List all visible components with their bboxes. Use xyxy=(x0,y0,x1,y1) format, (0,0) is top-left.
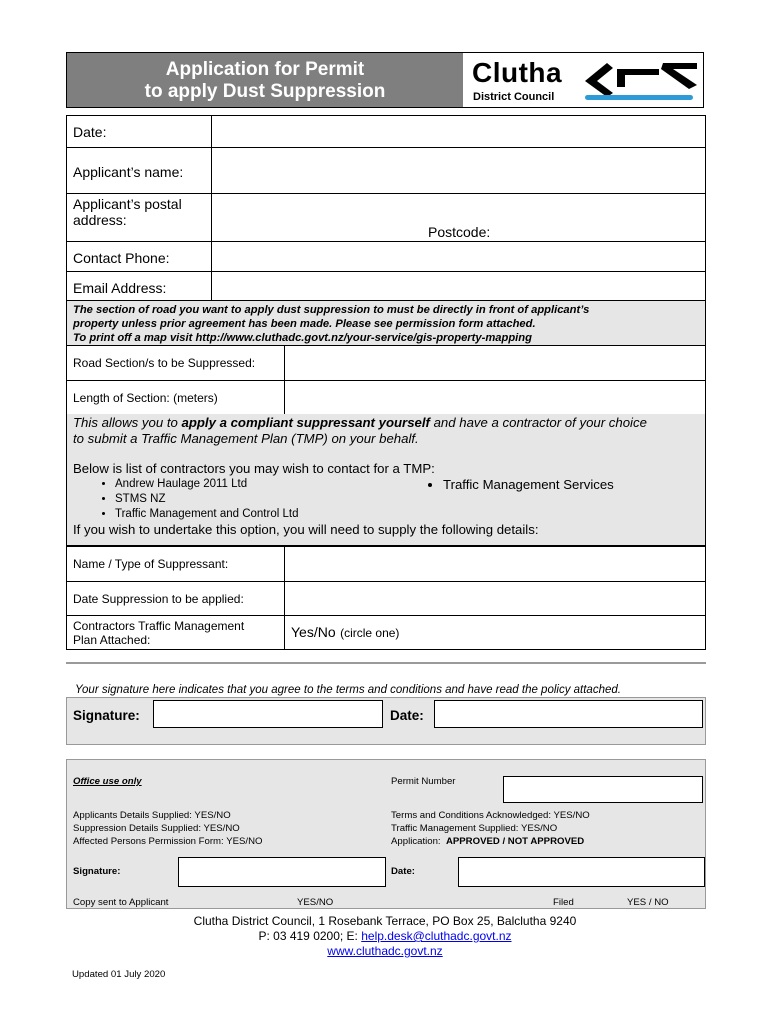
applicant-name-label: Applicant’s name: xyxy=(67,148,212,194)
signature-note: Your signature here indicates that you agree to the terms and conditions and have read the policy attached. xyxy=(75,684,621,696)
applicant-details-table xyxy=(66,115,706,301)
road-section-notice xyxy=(66,300,706,346)
form-title-line-2: to apply Dust Suppression xyxy=(144,81,386,102)
tmp-attached-label xyxy=(67,616,285,650)
suppressant-table xyxy=(66,546,706,650)
list-item: • Andrew Haulage 2011 Ltd xyxy=(115,477,699,492)
checklist-item: Traffic Management Supplied: YES/NO xyxy=(391,823,558,834)
application-status xyxy=(391,835,590,848)
footer-address: Clutha District Council, 1 Rosebank Terrace, PO Box 25, Balclutha 9240 xyxy=(193,914,577,928)
contractor-intro xyxy=(73,415,699,431)
road-sections-label: Road Section/s to be Suppressed: xyxy=(67,346,285,380)
filed-value: YES / NO xyxy=(627,897,669,908)
office-use-section xyxy=(66,759,706,909)
contact-phone-field[interactable] xyxy=(212,242,706,272)
office-checklist-right xyxy=(391,809,590,848)
contractor-intro-pre: This allows you to xyxy=(73,415,182,430)
checklist-item: Terms and Conditions Acknowledged: YES/NO xyxy=(391,810,590,821)
form-title xyxy=(67,53,463,107)
tmp-attached-field[interactable] xyxy=(285,616,706,650)
checklist-item: Suppression Details Supplied: YES/NO xyxy=(73,823,240,834)
footer-website-link[interactable]: www.cluthadc.govt.nz xyxy=(327,944,443,958)
suppressant-type-label: Name / Type of Suppressant: xyxy=(67,547,285,582)
contractor-info xyxy=(66,414,706,546)
notice-line-2: property unless prior agreement has been made. Please see permission form attached. xyxy=(73,318,536,330)
tmp-circle-note: (circle one) xyxy=(340,625,400,640)
notice-line-3: To print off a map visit http://www.cluthadc.govt.nz/your-service/gis-property-mapping xyxy=(73,332,532,344)
updated-date: Updated 01 July 2020 xyxy=(72,969,166,980)
contractor-intro-bold: apply a compliant suppressant yourself xyxy=(181,415,430,430)
footer xyxy=(0,914,770,959)
cdc-logo-icon xyxy=(577,57,701,103)
list-item: • STMS NZ xyxy=(115,492,699,507)
tmp-attached-label-line-2: Plan Attached: xyxy=(73,632,151,647)
contractor-outro: If you wish to undertake this option, you will need to supply the following details: xyxy=(73,522,539,537)
footer-contact xyxy=(0,929,770,944)
email-address-field[interactable] xyxy=(212,272,706,301)
footer-email-link[interactable]: help.desk@cluthadc.govt.nz xyxy=(361,929,512,943)
suppression-date-field[interactable] xyxy=(285,582,706,616)
road-sections-field[interactable] xyxy=(285,346,706,380)
application-value: APPROVED / NOT APPROVED xyxy=(445,836,585,847)
suppression-date-label: Date Suppression to be applied: xyxy=(67,582,285,616)
email-address-label: Email Address: xyxy=(67,272,212,301)
signature-date-field[interactable] xyxy=(434,700,703,728)
contractor-intro-line-2: to submit a Traffic Management Plan (TMP) on your behalf. xyxy=(73,431,419,446)
application-label: Application: xyxy=(391,836,441,847)
applicant-name-field[interactable] xyxy=(212,148,706,194)
council-logo-word: Clutha xyxy=(472,57,563,88)
form-header xyxy=(66,52,704,108)
contractor-intro-post: and have a contractor of your choice xyxy=(429,415,647,430)
contact-phone-label: Contact Phone: xyxy=(67,242,212,272)
checklist-item: Applicants Details Supplied: YES/NO xyxy=(73,810,231,821)
section-length-field[interactable] xyxy=(285,380,706,415)
office-date-field[interactable] xyxy=(458,857,705,887)
checklist-item: Affected Persons Permission Form: YES/NO xyxy=(73,836,263,847)
office-date-label: Date: xyxy=(391,866,415,877)
signature-date-label: Date: xyxy=(390,708,424,723)
date-label: Date: xyxy=(67,116,212,148)
tmp-attached-label-line-1: Contractors Traffic Management xyxy=(73,618,245,633)
signature-section xyxy=(66,697,706,745)
copy-sent-value: YES/NO xyxy=(297,897,334,908)
council-logo-subtitle: District Council xyxy=(473,91,555,103)
section-divider xyxy=(66,662,706,664)
suppressant-type-field[interactable] xyxy=(285,547,706,582)
office-signature-label: Signature: xyxy=(73,866,121,877)
tmp-yes-no: Yes/No xyxy=(291,623,336,640)
permit-number-field[interactable] xyxy=(503,776,703,803)
office-signature-field[interactable] xyxy=(178,857,386,887)
list-item: • Traffic Management and Control Ltd xyxy=(115,507,699,522)
notice-line-1: The section of road you want to apply dust suppression to must be directly in front of applicant’s xyxy=(73,304,590,316)
copy-sent-label: Copy sent to Applicant xyxy=(73,897,169,908)
date-field[interactable] xyxy=(212,116,706,148)
list-item: • Traffic Management Services xyxy=(443,477,614,493)
office-use-title: Office use only xyxy=(73,776,142,787)
form-title-line-1: Application for Permit xyxy=(165,59,365,80)
permit-number-label: Permit Number xyxy=(391,776,456,787)
filed-label: Filed xyxy=(553,897,574,908)
postal-address-field[interactable] xyxy=(212,194,706,242)
office-checklist-left xyxy=(73,809,262,848)
contractor-list-right xyxy=(401,477,614,493)
signature-field[interactable] xyxy=(153,700,383,728)
contractor-list-intro: Below is list of contractors you may wish to contact for a TMP: xyxy=(73,461,435,476)
postal-address-label: Applicant’s postal address: xyxy=(67,194,212,242)
footer-phone: P: 03 419 0200; E: xyxy=(258,929,362,943)
signature-label: Signature: xyxy=(73,708,140,723)
postcode-label: Postcode: xyxy=(428,224,491,240)
section-length-label: Length of Section: (meters) xyxy=(67,380,285,415)
road-section-table xyxy=(66,346,706,416)
